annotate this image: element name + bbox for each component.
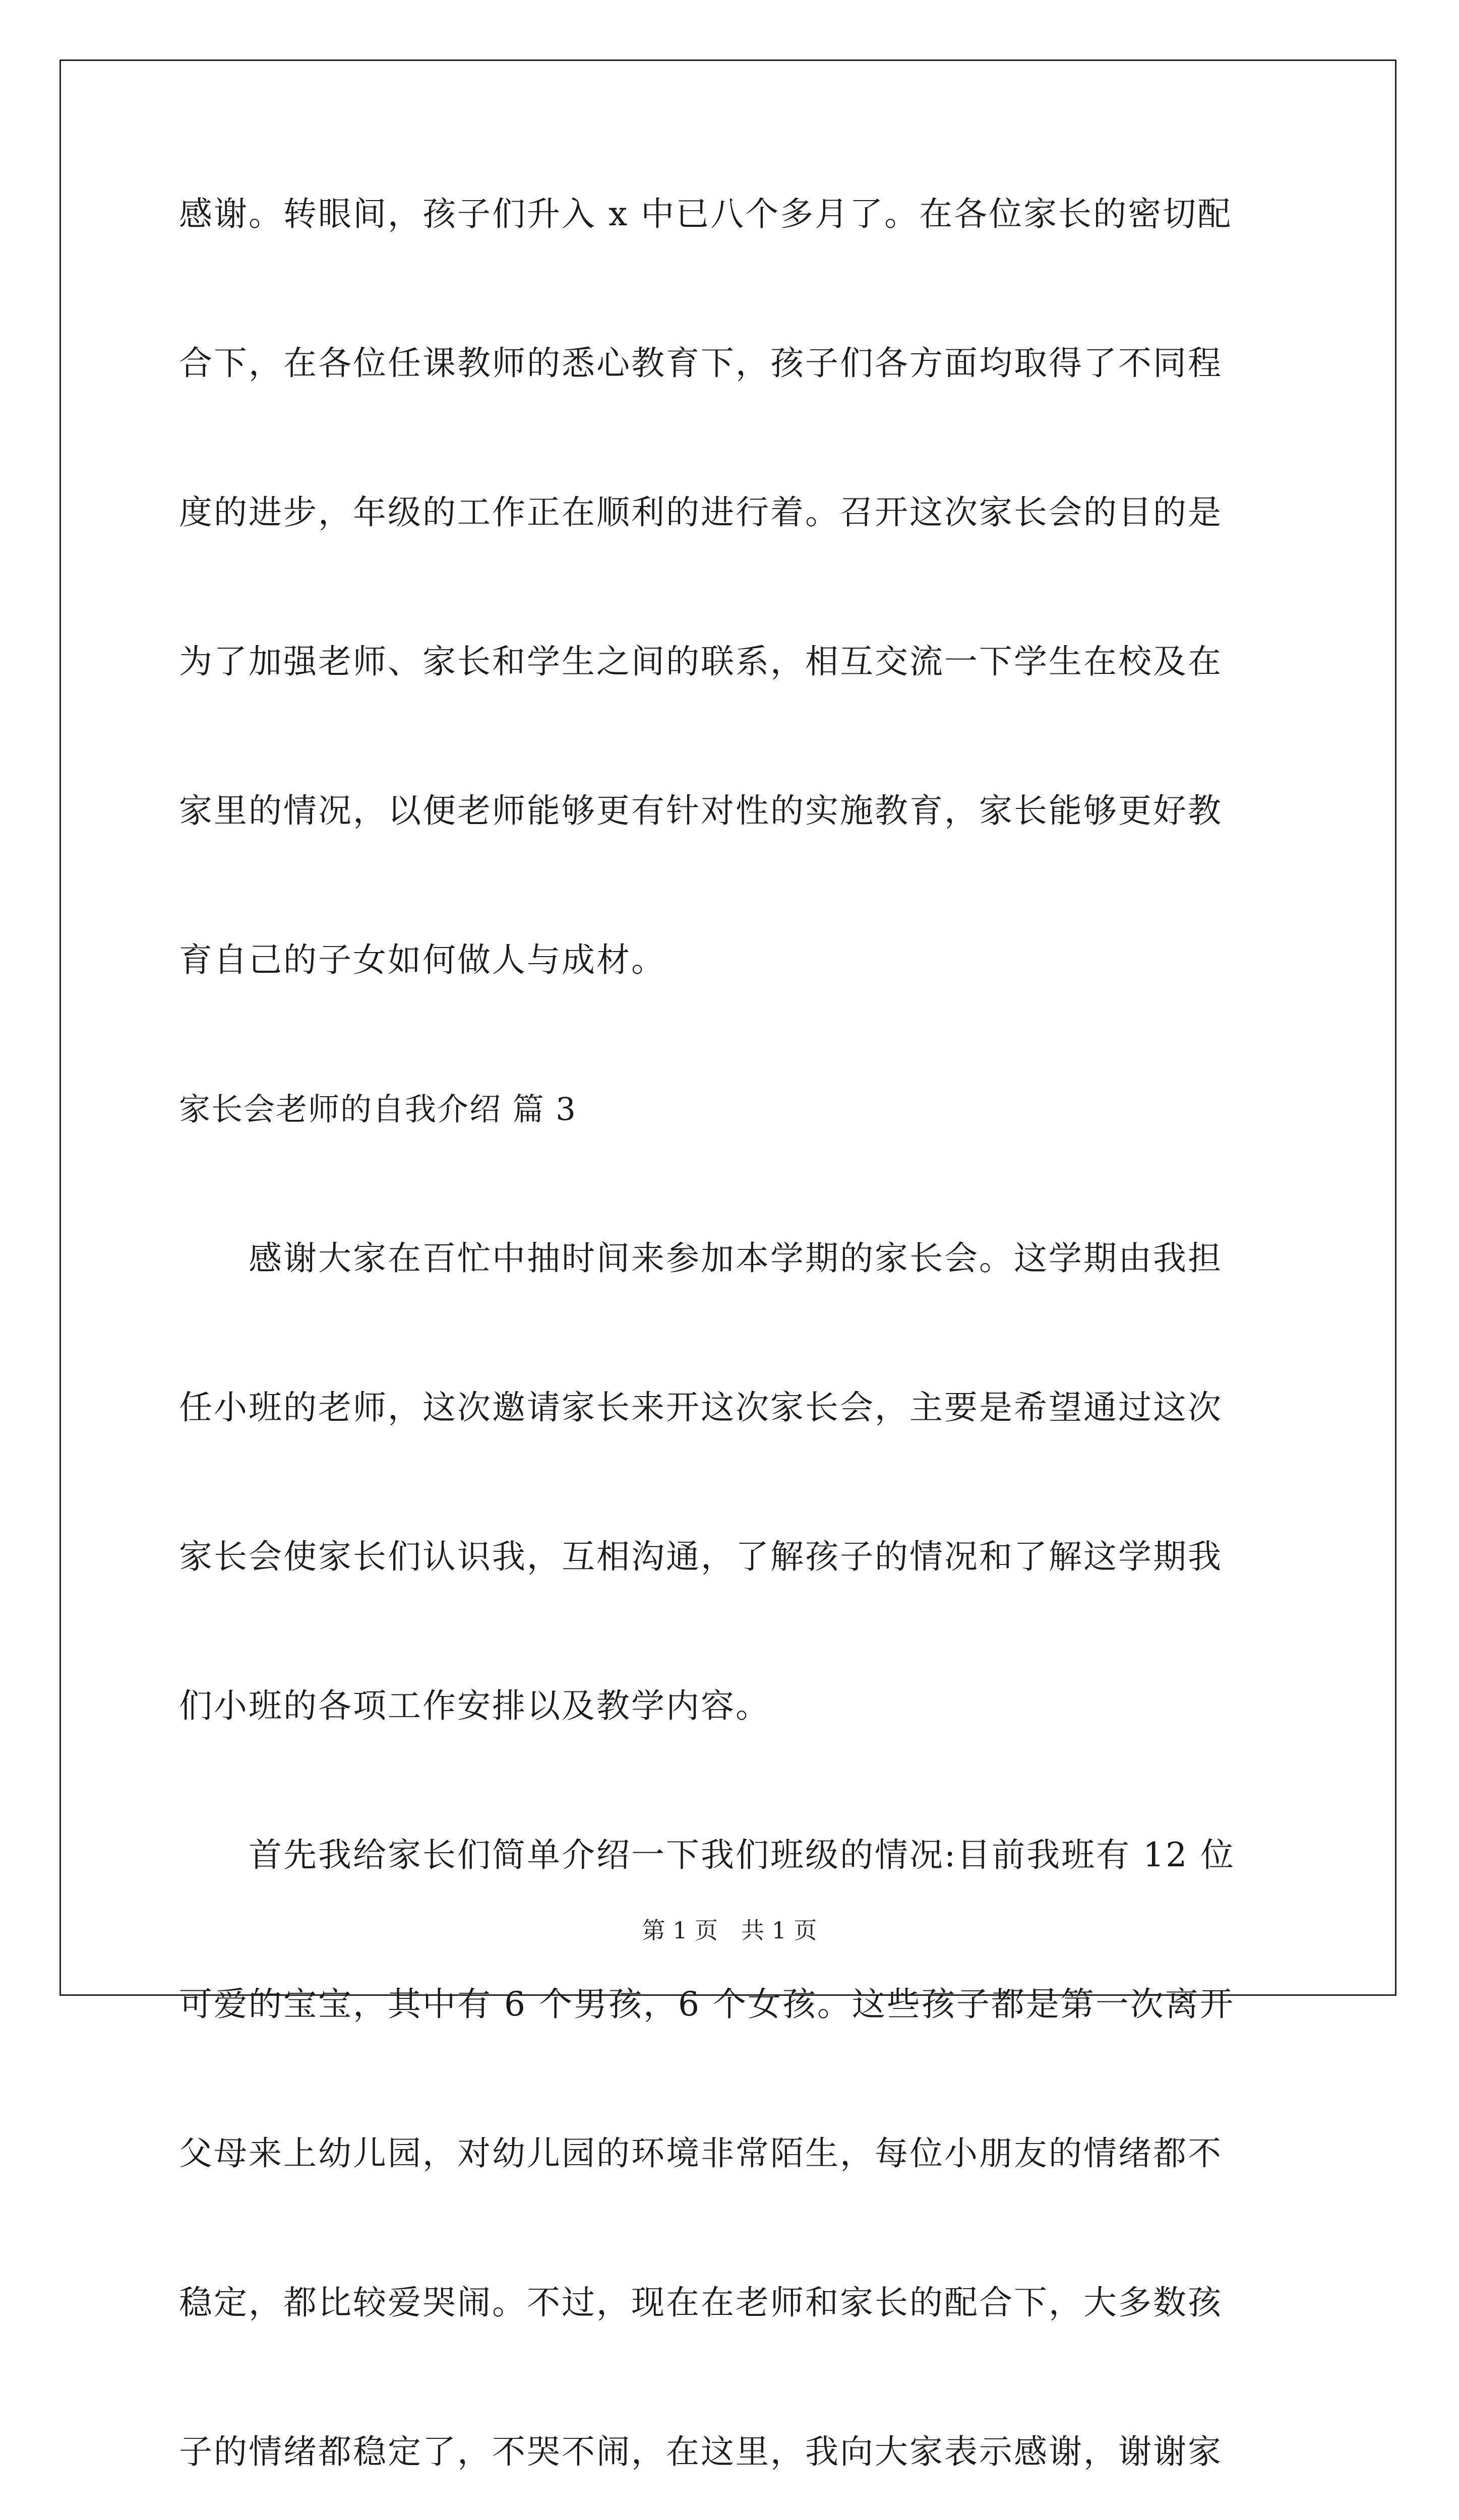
document-body <box>179 196 1286 2520</box>
page-number-footer: 第 1 页 共 1 页 <box>642 1917 817 1944</box>
section-heading: 家长会老师的自我介绍 篇 3 <box>179 1091 577 1127</box>
paragraph-line: 首先我给家长们简单介绍一下我们班级的情况:目前我班有 12 位 <box>179 1837 1236 1874</box>
paragraph-line: 家里的情况，以便老师能够更有针对性的实施教育，家长能够更好教 <box>179 792 1223 830</box>
paragraph-line: 合下，在各位任课教师的悉心教育下，孩子们各方面均取得了不同程 <box>179 345 1223 382</box>
paragraph-line: 为了加强老师、家长和学生之间的联系，相互交流一下学生在校及在 <box>179 643 1223 680</box>
paragraph-line: 感谢。转眼间，孩子们升入 x 中已八个多月了。在各位家长的密切配 <box>179 196 1233 233</box>
paragraph-line: 父母来上幼儿园，对幼儿园的环境非常陌生，每位小朋友的情绪都不 <box>179 2135 1223 2172</box>
paragraph-line: 感谢大家在百忙中抽时间来参加本学期的家长会。这学期由我担 <box>179 1240 1223 1277</box>
paragraph-line: 子的情绪都稳定了，不哭不闹，在这里，我向大家表示感谢，谢谢家 <box>179 2433 1223 2471</box>
paragraph-line: 育自己的子女如何做人与成材。 <box>179 941 666 979</box>
paragraph-line: 任小班的老师，这次邀请家长来开这次家长会，主要是希望通过这次 <box>179 1389 1223 1426</box>
paragraph-line: 可爱的宝宝，其中有 6 个男孩，6 个女孩。这些孩子都是第一次离开 <box>179 1986 1235 2023</box>
paragraph-line: 稳定，都比较爱哭闹。不过，现在在老师和家长的配合下，大多数孩 <box>179 2284 1223 2321</box>
paragraph-line: 们小班的各项工作安排以及教学内容。 <box>179 1687 770 1725</box>
paragraph-line: 度的进步，年级的工作正在顺利的进行着。召开这次家长会的目的是 <box>179 494 1223 531</box>
paragraph-line: 家长会使家长们认识我，互相沟通，了解孩子的情况和了解这学期我 <box>179 1538 1223 1576</box>
